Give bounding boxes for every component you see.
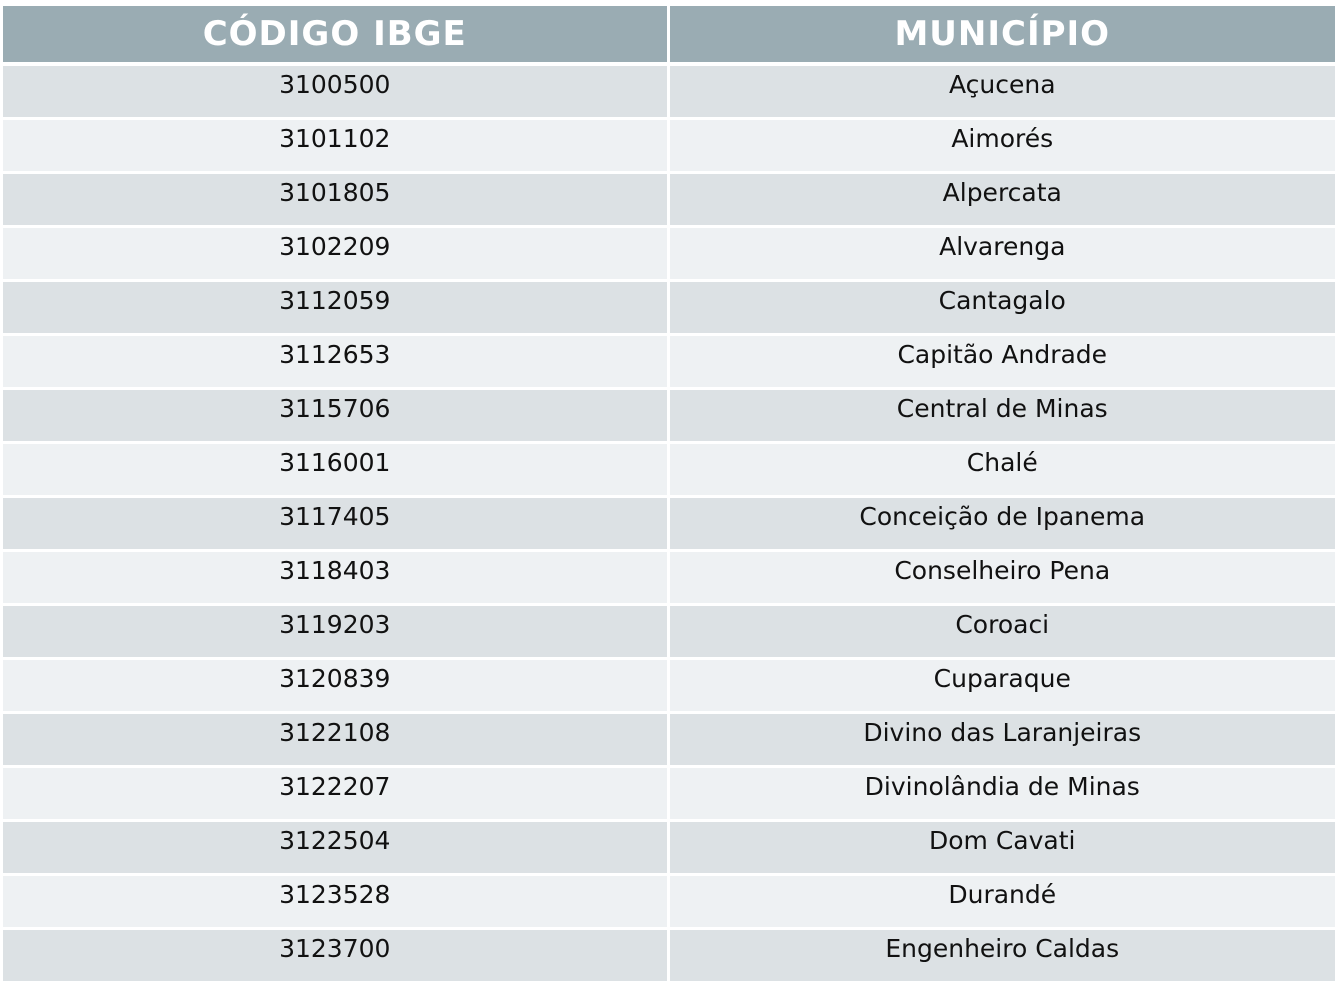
- cell-municipio: [668, 227, 1335, 281]
- cell-codigo-ibge: [3, 605, 668, 659]
- table-row: [3, 659, 1335, 713]
- codigo-ibge-text: 3115706: [279, 394, 391, 423]
- municipio-text: Cuparaque: [933, 664, 1071, 693]
- municipios-table: [3, 6, 1335, 984]
- municipio-text: Divinolândia de Minas: [864, 772, 1140, 801]
- codigo-ibge-text: 3100500: [279, 70, 391, 99]
- table-row: [3, 875, 1335, 929]
- municipio-text: Conceição de Ipanema: [859, 502, 1146, 531]
- cell-codigo-ibge: [3, 119, 668, 173]
- cell-municipio: [668, 443, 1335, 497]
- municipio-text: Chalé: [966, 448, 1038, 477]
- codigo-ibge-text: 3112653: [279, 340, 391, 369]
- codigo-ibge-text: 3101805: [279, 178, 391, 207]
- codigo-ibge-text: 3116001: [279, 448, 391, 477]
- cell-municipio: [668, 605, 1335, 659]
- codigo-ibge-text: 3119203: [279, 610, 391, 639]
- cell-codigo-ibge: [3, 227, 668, 281]
- municipio-text: Cantagalo: [938, 286, 1066, 315]
- cell-codigo-ibge: [3, 713, 668, 767]
- cell-codigo-ibge: [3, 335, 668, 389]
- municipio-text: Açucena: [948, 70, 1056, 99]
- municipio-text: Durandé: [948, 880, 1057, 909]
- municipio-text: Coroaci: [955, 610, 1050, 639]
- cell-codigo-ibge: [3, 875, 668, 929]
- cell-municipio: [668, 821, 1335, 875]
- municipio-text: Capitão Andrade: [897, 340, 1108, 369]
- cell-municipio: [668, 64, 1335, 119]
- cell-codigo-ibge: [3, 389, 668, 443]
- table-row: [3, 929, 1335, 983]
- cell-municipio: [668, 119, 1335, 173]
- table-row: [3, 605, 1335, 659]
- cell-codigo-ibge: [3, 281, 668, 335]
- codigo-ibge-text: 3112059: [279, 286, 391, 315]
- codigo-ibge-text: 3120839: [279, 664, 391, 693]
- cell-codigo-ibge: [3, 551, 668, 605]
- municipio-text: Divino das Laranjeiras: [863, 718, 1142, 747]
- column-header-municipio: MUNICÍPIO: [668, 6, 1335, 64]
- codigo-ibge-text: 3122108: [279, 718, 391, 747]
- codigo-ibge-text: 3118403: [279, 556, 391, 585]
- cell-municipio: [668, 875, 1335, 929]
- cell-codigo-ibge: [3, 173, 668, 227]
- table-row: [3, 119, 1335, 173]
- municipio-text: Conselheiro Pena: [894, 556, 1111, 585]
- table-body: [3, 64, 1335, 983]
- table-row: [3, 281, 1335, 335]
- codigo-ibge-text: 3123528: [279, 880, 391, 909]
- table-row: [3, 389, 1335, 443]
- codigo-ibge-text: 3122207: [279, 772, 391, 801]
- cell-codigo-ibge: [3, 767, 668, 821]
- table-row: [3, 767, 1335, 821]
- municipio-text: Aimorés: [951, 124, 1054, 153]
- cell-codigo-ibge: [3, 821, 668, 875]
- table-row: [3, 443, 1335, 497]
- table-row: [3, 173, 1335, 227]
- codigo-ibge-text: 3117405: [279, 502, 391, 531]
- cell-municipio: [668, 767, 1335, 821]
- codigo-ibge-text: 3122504: [279, 826, 391, 855]
- table-row: [3, 821, 1335, 875]
- municipio-text: Central de Minas: [896, 394, 1108, 423]
- cell-municipio: [668, 551, 1335, 605]
- table-row: [3, 227, 1335, 281]
- cell-municipio: [668, 929, 1335, 983]
- table-row: [3, 335, 1335, 389]
- cell-codigo-ibge: [3, 929, 668, 983]
- cell-codigo-ibge: [3, 659, 668, 713]
- cell-codigo-ibge: [3, 497, 668, 551]
- column-header-codigo: CÓDIGO IBGE: [3, 6, 668, 64]
- table-header-row: [3, 6, 1335, 64]
- cell-municipio: [668, 173, 1335, 227]
- cell-municipio: [668, 281, 1335, 335]
- cell-municipio: [668, 335, 1335, 389]
- municipio-text: Engenheiro Caldas: [885, 934, 1120, 963]
- table-row: [3, 497, 1335, 551]
- table-row: [3, 551, 1335, 605]
- codigo-ibge-text: 3102209: [279, 232, 391, 261]
- cell-municipio: [668, 497, 1335, 551]
- municipio-text: Dom Cavati: [929, 826, 1076, 855]
- cell-municipio: [668, 389, 1335, 443]
- cell-codigo-ibge: [3, 443, 668, 497]
- municipio-text: Alvarenga: [939, 232, 1066, 261]
- municipios-table-container: [3, 6, 1335, 984]
- codigo-ibge-text: 3101102: [279, 124, 391, 153]
- cell-municipio: [668, 659, 1335, 713]
- cell-codigo-ibge: [3, 64, 668, 119]
- table-row: [3, 64, 1335, 119]
- cell-municipio: [668, 713, 1335, 767]
- table-row: [3, 713, 1335, 767]
- municipio-text: Alpercata: [942, 178, 1062, 207]
- codigo-ibge-text: 3123700: [279, 934, 391, 963]
